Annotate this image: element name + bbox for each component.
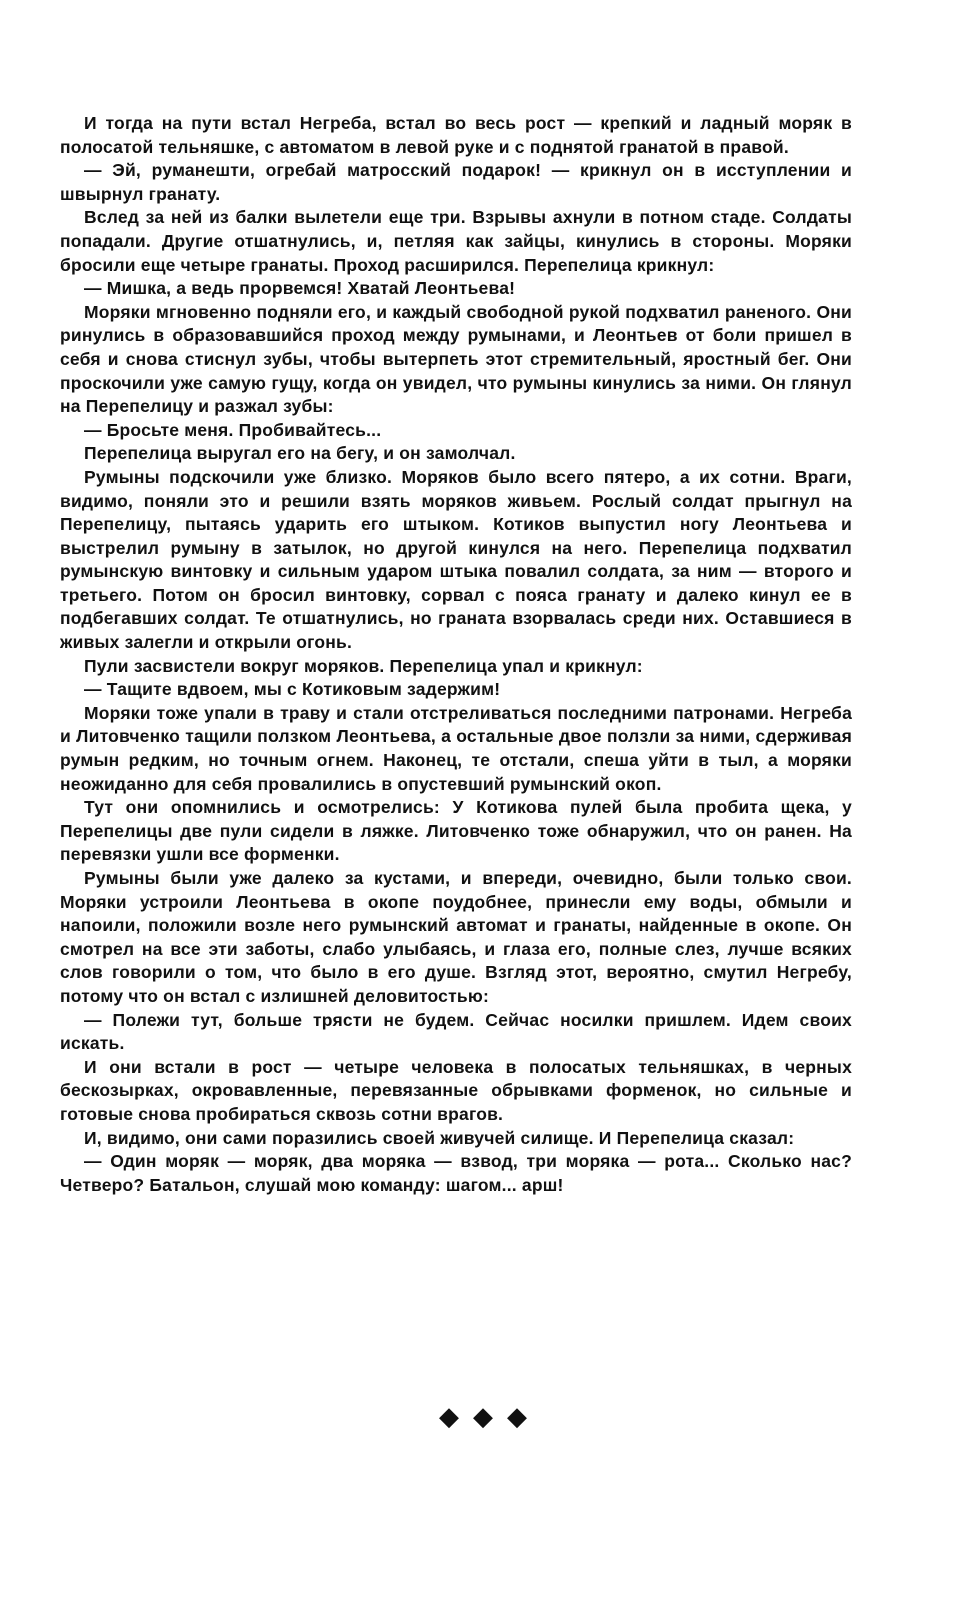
paragraph: Румыны были уже далеко за кустами, и впереди, очевидно, были только свои. Моряки устроили Леонтьева в окопе поудобнее, принесли ему воды, обмыли и напоили, положили возле него румынский автомат и гранаты, найденные в окопе. Он смотрел на все эти заботы, слабо улыбаясь, и глаза его, полные слез, лучше всяких слов говорили о том, что было в его душе. Взгляд этот, вероятно, смутил Негребу, потому что он встал с излишней деловитостью:	[60, 868, 852, 1006]
paragraph: Пули засвистели вокруг моряков. Перепелица упал и крикнул:	[84, 655, 643, 676]
paragraph: И, видимо, они сами поразились своей живучей силище. И Перепелица сказал:	[84, 1127, 795, 1148]
paragraph: — Один моряк — моряк, два моряка — взвод, три моряка — рота... Сколько нас? Четверо? Батальон, слушай мою команду: шагом... арш!	[60, 1151, 852, 1195]
paragraph: — Мишка, а ведь прорвемся! Хватай Леонтьева!	[84, 278, 516, 299]
page-text	[60, 112, 852, 1197]
paragraph: — Полежи тут, больше трясти не будем. Сейчас носилки пришлем. Идем своих искать.	[60, 1009, 852, 1054]
paragraph: Румыны подскочили уже близко. Моряков было всего пятеро, а их сотни. Враги, видимо, поняли это и решили взять моряков живьем. Рослый солдат прыгнул на Перепелицу, пытаясь ударить его штыком. Котиков выпустил ногу Леонтьева и выстрелил румыну в затылок, но другой кинулся на него. Перепелица подхватил румынскую винтовку и сильным ударом штыка повалил солдата, за ним — второго и третьего. Потом он бросил винтовку, сорвал с пояса гранату и далеко кинул ее в подбегавших солдат. Те отшатнулись, но граната взорвалась среди них. Оставшиеся в живых залегли и открыли огонь.	[60, 466, 852, 653]
paragraph: Моряки тоже упали в траву и стали отстреливаться последними патронами. Негреба и Литовченко тащили ползком Леонтьева, а остальные двое ползли за ними, сдерживая румын редким, но точным огнем. Наконец, те отстали, спеша уйти в тыл, а моряки неожиданно для себя провалились в опустевший румынский окоп.	[60, 702, 852, 794]
paragraph: И тогда на пути встал Негреба, встал во весь рост — крепкий и ладный моряк в полосатой тельняшке, с автоматом в левой руке и с поднятой гранатой в правой.	[60, 113, 852, 157]
diamond-icon: ◆	[439, 1402, 473, 1432]
diamond-icon: ◆	[473, 1402, 507, 1432]
paragraph: — Бросьте меня. Пробивайтесь...	[84, 419, 382, 440]
paragraph: Перепелица выругал его на бегу, и он замолчал.	[84, 443, 516, 464]
paragraph: И они встали в рост — четыре человека в полосатых тельняшках, в черных бескозырках, окровавленные, перевязанные обрывками форменок, но сильные и готовые снова пробираться сквозь сотни врагов.	[60, 1056, 852, 1124]
paragraph: Вслед за ней из балки вылетели еще три. Взрывы ахнули в потном стаде. Солдаты попадали. Другие отшатнулись, и, петляя как зайцы, кинулись в стороны. Моряки бросили еще четыре гранаты. Проход расширился. Перепелица крикнул:	[60, 207, 852, 275]
paragraph: — Эй, руманешти, огребай матросский подарок! — крикнул он в исступлении и швырнул гранату.	[60, 160, 852, 204]
paragraph: Моряки мгновенно подняли его, и каждый свободной рукой подхватил раненого. Они ринулись в образовавшийся проход между румынами, и Леонтьев от боли пришел в себя и снова стиснул зубы, чтобы вытерпеть этот стремительный, яростный бег. Они проскочили уже самую гущу, когда он увидел, что румыны кинулись за ними. Он глянул на Перепелицу и разжал зубы:	[60, 301, 852, 417]
section-break-ornament	[0, 1402, 980, 1432]
diamond-icon: ◆	[507, 1402, 541, 1432]
paragraph: — Тащите вдвоем, мы с Котиковым задержим!	[84, 679, 501, 700]
paragraph: Тут они опомнились и осмотрелись: У Котикова пулей была пробита щека, у Перепелицы две пули сидели в ляжке. Литовченко тоже обнаружил, что он ранен. На перевязки ушли все форменки.	[60, 797, 852, 865]
